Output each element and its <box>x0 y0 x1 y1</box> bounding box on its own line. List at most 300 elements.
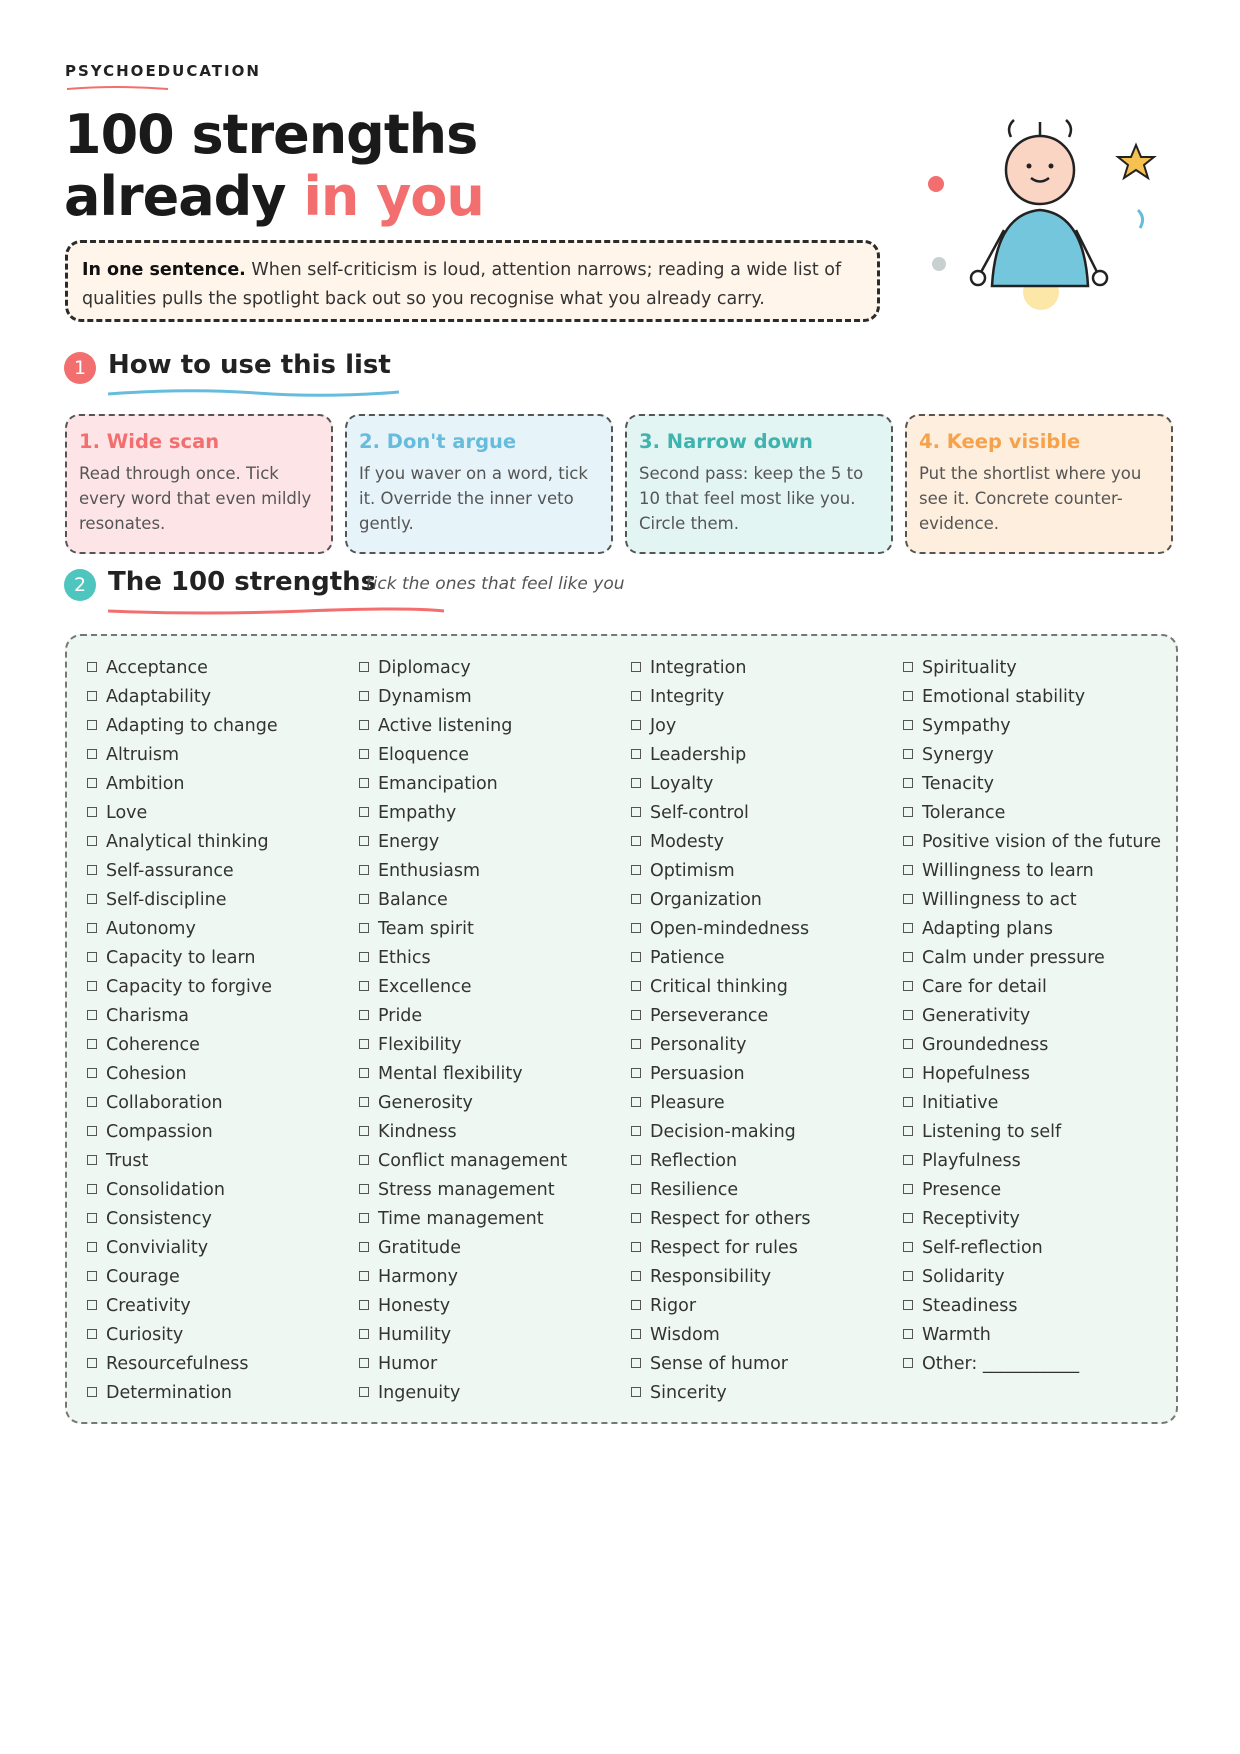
strength-item[interactable] <box>359 1002 627 1031</box>
strength-item[interactable] <box>631 857 899 886</box>
strength-item[interactable] <box>359 741 627 770</box>
summary-text: When self-criticism is loud, attention narrows; reading a wide list of qualities pulls the spotlight back out so you recognise what you already carry. <box>82 260 842 309</box>
strength-label: Compassion <box>106 1122 213 1142</box>
checkbox-icon[interactable] <box>359 923 369 933</box>
strength-label: Playfulness <box>922 1151 1021 1171</box>
checkbox-icon[interactable] <box>903 807 913 817</box>
strength-item[interactable] <box>903 973 1171 1002</box>
strength-item[interactable] <box>87 1379 355 1408</box>
strength-label: Humility <box>378 1325 452 1345</box>
checkbox-icon[interactable] <box>631 952 641 962</box>
strength-label: Steadiness <box>922 1296 1018 1316</box>
strength-item[interactable] <box>87 1234 355 1263</box>
strength-item[interactable] <box>903 1176 1171 1205</box>
strength-label: Organization <box>650 890 762 910</box>
checkbox-icon[interactable] <box>87 836 97 846</box>
checkbox-icon[interactable] <box>903 1358 913 1368</box>
strength-label: Empathy <box>378 803 457 823</box>
checkbox-icon[interactable] <box>359 691 369 701</box>
strength-label: Sense of humor <box>650 1354 788 1374</box>
checkbox-icon[interactable] <box>87 1010 97 1020</box>
step-card-1 <box>65 414 333 554</box>
checkbox-icon[interactable] <box>87 778 97 788</box>
strength-item[interactable] <box>87 1263 355 1292</box>
checkbox-icon[interactable] <box>631 1242 641 1252</box>
checkbox-icon[interactable] <box>359 720 369 730</box>
section-1-underline <box>106 388 401 398</box>
checkbox-icon[interactable] <box>903 1300 913 1310</box>
strength-label: Gratitude <box>378 1238 462 1258</box>
checkbox-icon[interactable] <box>631 1097 641 1107</box>
checkbox-icon[interactable] <box>631 836 641 846</box>
strength-item[interactable] <box>631 1002 899 1031</box>
checkbox-icon[interactable] <box>631 1213 641 1223</box>
strength-label: Critical thinking <box>650 977 788 997</box>
strength-item[interactable] <box>631 1147 899 1176</box>
checkbox-icon[interactable] <box>87 1184 97 1194</box>
checkbox-icon[interactable] <box>903 981 913 991</box>
strength-item[interactable] <box>631 654 899 683</box>
strength-label: Receptivity <box>922 1209 1020 1229</box>
checkbox-icon[interactable] <box>903 720 913 730</box>
strength-item[interactable] <box>359 770 627 799</box>
character-head <box>1006 136 1074 204</box>
checkbox-icon[interactable] <box>87 720 97 730</box>
checkbox-icon[interactable] <box>359 1097 369 1107</box>
checkbox-icon[interactable] <box>87 749 97 759</box>
step-title: 2. Don't argue <box>359 430 517 453</box>
strength-label: Enthusiasm <box>378 861 481 881</box>
checkbox-icon[interactable] <box>631 1155 641 1165</box>
checkbox-icon[interactable] <box>903 1068 913 1078</box>
strength-label: Analytical thinking <box>106 832 269 852</box>
checkbox-icon[interactable] <box>631 1329 641 1339</box>
strength-item[interactable] <box>903 1147 1171 1176</box>
strength-item[interactable] <box>903 741 1171 770</box>
strength-item[interactable] <box>87 1089 355 1118</box>
checkbox-icon[interactable] <box>631 894 641 904</box>
strength-item[interactable] <box>631 973 899 1002</box>
strength-label: Synergy <box>922 745 994 765</box>
strength-item[interactable] <box>903 944 1171 973</box>
strength-item[interactable] <box>903 828 1171 857</box>
strength-item[interactable] <box>87 973 355 1002</box>
strength-label: Harmony <box>378 1267 458 1287</box>
strength-item[interactable] <box>903 683 1171 712</box>
strength-item[interactable] <box>87 1002 355 1031</box>
checkbox-icon[interactable] <box>87 981 97 991</box>
strength-item[interactable] <box>903 712 1171 741</box>
strength-item[interactable] <box>87 857 355 886</box>
strength-label: Presence <box>922 1180 1002 1200</box>
checkbox-icon[interactable] <box>631 1184 641 1194</box>
strength-label: Adaptability <box>106 687 212 707</box>
strength-item[interactable] <box>359 799 627 828</box>
strength-item[interactable] <box>631 712 899 741</box>
strength-label: Solidarity <box>922 1267 1005 1287</box>
checkbox-icon[interactable] <box>903 691 913 701</box>
checkbox-icon[interactable] <box>903 923 913 933</box>
strength-item[interactable] <box>903 1263 1171 1292</box>
checkbox-icon[interactable] <box>87 1358 97 1368</box>
strength-label: Sincerity <box>650 1383 727 1403</box>
checkbox-icon[interactable] <box>87 865 97 875</box>
strength-item[interactable] <box>359 886 627 915</box>
checkbox-icon[interactable] <box>87 1329 97 1339</box>
checkbox-icon[interactable] <box>903 894 913 904</box>
strength-label: Integrity <box>650 687 725 707</box>
checkbox-icon[interactable] <box>631 807 641 817</box>
checkbox-icon[interactable] <box>903 778 913 788</box>
strength-item[interactable] <box>631 944 899 973</box>
checkbox-icon[interactable] <box>903 1242 913 1252</box>
strength-item[interactable] <box>359 1176 627 1205</box>
strength-label: Emancipation <box>378 774 498 794</box>
strength-item[interactable] <box>359 1031 627 1060</box>
strength-item[interactable] <box>359 857 627 886</box>
checkbox-icon[interactable] <box>359 1068 369 1078</box>
checkbox-icon[interactable] <box>87 1242 97 1252</box>
strength-item[interactable] <box>359 944 627 973</box>
strength-label: Reflection <box>650 1151 738 1171</box>
title-line-2 <box>64 166 484 228</box>
checkbox-icon[interactable] <box>359 1213 369 1223</box>
checkbox-icon[interactable] <box>359 1155 369 1165</box>
checkbox-icon[interactable] <box>903 662 913 672</box>
strengths-list <box>65 634 1178 1424</box>
checkbox-icon[interactable] <box>87 662 97 672</box>
grey-dot <box>932 257 946 271</box>
strength-item[interactable] <box>903 1321 1171 1350</box>
checkbox-icon[interactable] <box>87 894 97 904</box>
strength-label: Care for detail <box>922 977 1047 997</box>
checkbox-icon[interactable] <box>359 1126 369 1136</box>
strengths-column-1 <box>87 654 355 1408</box>
checkbox-icon[interactable] <box>359 1300 369 1310</box>
strength-label: Balance <box>378 890 448 910</box>
summary-box <box>65 240 880 322</box>
checkbox-icon[interactable] <box>87 1039 97 1049</box>
strength-item[interactable] <box>903 1060 1171 1089</box>
strength-item[interactable] <box>631 1089 899 1118</box>
strength-item[interactable] <box>87 654 355 683</box>
strength-label: Integration <box>650 658 747 678</box>
strength-item[interactable] <box>87 1321 355 1350</box>
strength-item[interactable] <box>359 1205 627 1234</box>
strength-item[interactable] <box>903 1234 1171 1263</box>
strength-label: Responsibility <box>650 1267 772 1287</box>
strength-item[interactable] <box>903 1118 1171 1147</box>
strength-label: Capacity to learn <box>106 948 256 968</box>
strength-label: Self-reflection <box>922 1238 1043 1258</box>
strength-label: Charisma <box>106 1006 189 1026</box>
strength-item[interactable] <box>359 1292 627 1321</box>
strength-item[interactable] <box>631 1350 899 1379</box>
checkbox-icon[interactable] <box>903 1155 913 1165</box>
eyebrow-label: PSYCHOEDUCATION <box>65 62 261 80</box>
strength-item[interactable] <box>359 828 627 857</box>
strength-label: Self-control <box>650 803 749 823</box>
strength-label: Coherence <box>106 1035 200 1055</box>
strength-item[interactable] <box>631 770 899 799</box>
title-accent: in you <box>303 165 484 228</box>
strength-item[interactable] <box>359 654 627 683</box>
strength-label: Altruism <box>106 745 180 765</box>
strength-item[interactable] <box>903 1031 1171 1060</box>
strength-item[interactable] <box>87 1350 355 1379</box>
section-2-number: 2 <box>64 569 96 601</box>
strength-item[interactable] <box>359 712 627 741</box>
strength-item[interactable] <box>87 683 355 712</box>
checkbox-icon[interactable] <box>631 662 641 672</box>
strength-item[interactable] <box>631 1176 899 1205</box>
strength-label: Joy <box>650 716 677 736</box>
checkbox-icon[interactable] <box>631 778 641 788</box>
strength-item[interactable] <box>903 1089 1171 1118</box>
checkbox-icon[interactable] <box>87 1213 97 1223</box>
strength-item[interactable] <box>631 828 899 857</box>
checkbox-icon[interactable] <box>359 1387 369 1397</box>
strength-item[interactable] <box>87 799 355 828</box>
strength-label: Ingenuity <box>378 1383 461 1403</box>
checkbox-icon[interactable] <box>359 778 369 788</box>
checkbox-icon[interactable] <box>87 1387 97 1397</box>
strength-label: Curiosity <box>106 1325 184 1345</box>
strength-item[interactable] <box>903 654 1171 683</box>
strength-item[interactable] <box>87 886 355 915</box>
strength-label: Respect for rules <box>650 1238 798 1258</box>
strength-label: Pleasure <box>650 1093 725 1113</box>
strength-label: Open-mindedness <box>650 919 810 939</box>
checkbox-icon[interactable] <box>903 1184 913 1194</box>
checkbox-icon[interactable] <box>631 981 641 991</box>
section-1-number: 1 <box>64 352 96 384</box>
strength-item[interactable] <box>903 886 1171 915</box>
strength-item[interactable] <box>631 799 899 828</box>
strength-label: Generosity <box>378 1093 473 1113</box>
strength-item[interactable] <box>87 712 355 741</box>
checkbox-icon[interactable] <box>903 952 913 962</box>
step-title: 3. Narrow down <box>639 430 813 453</box>
section-2-underline <box>106 606 446 616</box>
strength-label: Ambition <box>106 774 185 794</box>
strength-label: Emotional stability <box>922 687 1086 707</box>
strength-label: Optimism <box>650 861 735 881</box>
checkbox-icon[interactable] <box>87 1126 97 1136</box>
strength-item[interactable] <box>631 1379 899 1408</box>
checkbox-icon[interactable] <box>631 720 641 730</box>
strength-item[interactable] <box>359 1321 627 1350</box>
strength-item[interactable] <box>359 1147 627 1176</box>
strength-item[interactable] <box>87 828 355 857</box>
strength-item[interactable] <box>359 1118 627 1147</box>
strength-label: Ethics <box>378 948 431 968</box>
section-2-subtitle: tick the ones that feel like you <box>366 574 625 594</box>
checkbox-icon[interactable] <box>359 836 369 846</box>
strength-item[interactable] <box>359 1263 627 1292</box>
checkbox-icon[interactable] <box>359 981 369 991</box>
title-line-1: 100 strengths <box>64 103 478 166</box>
strength-item[interactable] <box>631 1263 899 1292</box>
strength-item[interactable] <box>903 1205 1171 1234</box>
checkbox-icon[interactable] <box>903 836 913 846</box>
strength-item[interactable] <box>87 1205 355 1234</box>
strength-label: Cohesion <box>106 1064 187 1084</box>
checkbox-icon[interactable] <box>903 1126 913 1136</box>
step-card-4 <box>905 414 1173 554</box>
checkbox-icon[interactable] <box>903 1097 913 1107</box>
strength-label: Love <box>106 803 148 823</box>
strength-item[interactable] <box>903 1002 1171 1031</box>
checkbox-icon[interactable] <box>359 662 369 672</box>
strength-item[interactable] <box>903 1292 1171 1321</box>
checkbox-icon[interactable] <box>359 1184 369 1194</box>
checkbox-icon[interactable] <box>87 1155 97 1165</box>
strength-item[interactable] <box>359 1234 627 1263</box>
strength-item[interactable] <box>631 741 899 770</box>
checkbox-icon[interactable] <box>87 1271 97 1281</box>
checkbox-icon[interactable] <box>631 1387 641 1397</box>
strength-item[interactable] <box>359 1350 627 1379</box>
strength-item[interactable] <box>631 1205 899 1234</box>
strength-label: Tenacity <box>922 774 994 794</box>
checkbox-icon[interactable] <box>631 1271 641 1281</box>
strength-item[interactable] <box>359 915 627 944</box>
section-1-title: How to use this list <box>108 350 391 380</box>
strength-item[interactable] <box>87 1147 355 1176</box>
strength-item[interactable] <box>631 1060 899 1089</box>
strength-item[interactable] <box>359 1089 627 1118</box>
strength-item[interactable] <box>903 799 1171 828</box>
strength-label: Self-assurance <box>106 861 234 881</box>
checkbox-icon[interactable] <box>359 1358 369 1368</box>
strength-label: Sympathy <box>922 716 1011 736</box>
strength-label: Hopefulness <box>922 1064 1030 1084</box>
strength-item[interactable] <box>631 1321 899 1350</box>
step-body: Second pass: keep the 5 to 10 that feel most like you. Circle them. <box>639 464 864 533</box>
checkbox-icon[interactable] <box>903 1213 913 1223</box>
checkbox-icon[interactable] <box>359 1039 369 1049</box>
checkbox-icon[interactable] <box>359 1010 369 1020</box>
checkbox-icon[interactable] <box>631 923 641 933</box>
checkbox-icon[interactable] <box>359 749 369 759</box>
checkbox-icon[interactable] <box>903 1039 913 1049</box>
strength-label: Capacity to forgive <box>106 977 273 997</box>
strength-item[interactable] <box>631 915 899 944</box>
strength-item[interactable] <box>631 683 899 712</box>
checkbox-icon[interactable] <box>359 1329 369 1339</box>
strength-item[interactable] <box>359 973 627 1002</box>
checkbox-icon[interactable] <box>87 1097 97 1107</box>
checkbox-icon[interactable] <box>631 1039 641 1049</box>
checkbox-icon[interactable] <box>903 749 913 759</box>
strength-item[interactable] <box>87 770 355 799</box>
strength-item[interactable] <box>87 1031 355 1060</box>
strength-item[interactable] <box>631 1292 899 1321</box>
strength-item[interactable] <box>87 1118 355 1147</box>
checkbox-icon[interactable] <box>87 923 97 933</box>
strength-item[interactable] <box>87 915 355 944</box>
checkbox-icon[interactable] <box>359 807 369 817</box>
checkbox-icon[interactable] <box>87 1300 97 1310</box>
checkbox-icon[interactable] <box>87 691 97 701</box>
strength-item[interactable] <box>903 770 1171 799</box>
strength-item[interactable] <box>87 1292 355 1321</box>
step-title: 1. Wide scan <box>79 430 220 453</box>
strength-label: Excellence <box>378 977 472 997</box>
strengths-column-3 <box>631 654 899 1408</box>
checkbox-icon[interactable] <box>631 865 641 875</box>
checkbox-icon[interactable] <box>87 1068 97 1078</box>
checkbox-icon[interactable] <box>631 1010 641 1020</box>
strength-item[interactable] <box>631 1118 899 1147</box>
step-card-2 <box>345 414 613 554</box>
checkbox-icon[interactable] <box>87 807 97 817</box>
strength-item[interactable] <box>631 886 899 915</box>
strength-label: Conflict management <box>378 1151 568 1171</box>
strength-label: Perseverance <box>650 1006 769 1026</box>
strength-label: Mental flexibility <box>378 1064 523 1084</box>
checkbox-icon[interactable] <box>359 952 369 962</box>
strength-item[interactable] <box>631 1234 899 1263</box>
strengths-column-4 <box>903 654 1171 1379</box>
strength-label: Energy <box>378 832 440 852</box>
checkbox-icon[interactable] <box>359 894 369 904</box>
strength-item[interactable] <box>87 944 355 973</box>
checkbox-icon[interactable] <box>359 1271 369 1281</box>
checkbox-icon[interactable] <box>359 865 369 875</box>
strength-label: Consolidation <box>106 1180 225 1200</box>
strength-label: Resilience <box>650 1180 739 1200</box>
checkbox-icon[interactable] <box>903 865 913 875</box>
checkbox-icon[interactable] <box>631 1358 641 1368</box>
checkbox-icon[interactable] <box>903 1010 913 1020</box>
strength-label: Creativity <box>106 1296 191 1316</box>
strength-item[interactable] <box>903 1350 1171 1379</box>
strength-label: Active listening <box>378 716 513 736</box>
strength-label: Generativity <box>922 1006 1031 1026</box>
strength-label: Kindness <box>378 1122 457 1142</box>
strength-item[interactable] <box>87 1176 355 1205</box>
strength-label: Adapting to change <box>106 716 278 736</box>
checkbox-icon[interactable] <box>903 1329 913 1339</box>
checkbox-icon[interactable] <box>631 691 641 701</box>
strength-item[interactable] <box>359 683 627 712</box>
title-line-2-start: already <box>64 165 286 228</box>
strength-item[interactable] <box>631 1031 899 1060</box>
strength-label: Adapting plans <box>922 919 1053 939</box>
checkbox-icon[interactable] <box>903 1271 913 1281</box>
strength-item[interactable] <box>903 857 1171 886</box>
strength-label: Tolerance <box>922 803 1006 823</box>
strength-item[interactable] <box>87 1060 355 1089</box>
checkbox-icon[interactable] <box>631 749 641 759</box>
checkbox-icon[interactable] <box>631 1126 641 1136</box>
strength-item[interactable] <box>87 741 355 770</box>
strength-label: Listening to self <box>922 1122 1062 1142</box>
strength-item[interactable] <box>903 915 1171 944</box>
checkbox-icon[interactable] <box>631 1300 641 1310</box>
strength-label: Flexibility <box>378 1035 462 1055</box>
checkbox-icon[interactable] <box>359 1242 369 1252</box>
strength-item[interactable] <box>359 1379 627 1408</box>
checkbox-icon[interactable] <box>631 1068 641 1078</box>
checkbox-icon[interactable] <box>87 952 97 962</box>
eyebrow-underline <box>65 85 170 91</box>
step-body: If you waver on a word, tick it. Override the inner veto gently. <box>359 464 588 533</box>
star-icon <box>1118 145 1154 178</box>
strength-item[interactable] <box>359 1060 627 1089</box>
